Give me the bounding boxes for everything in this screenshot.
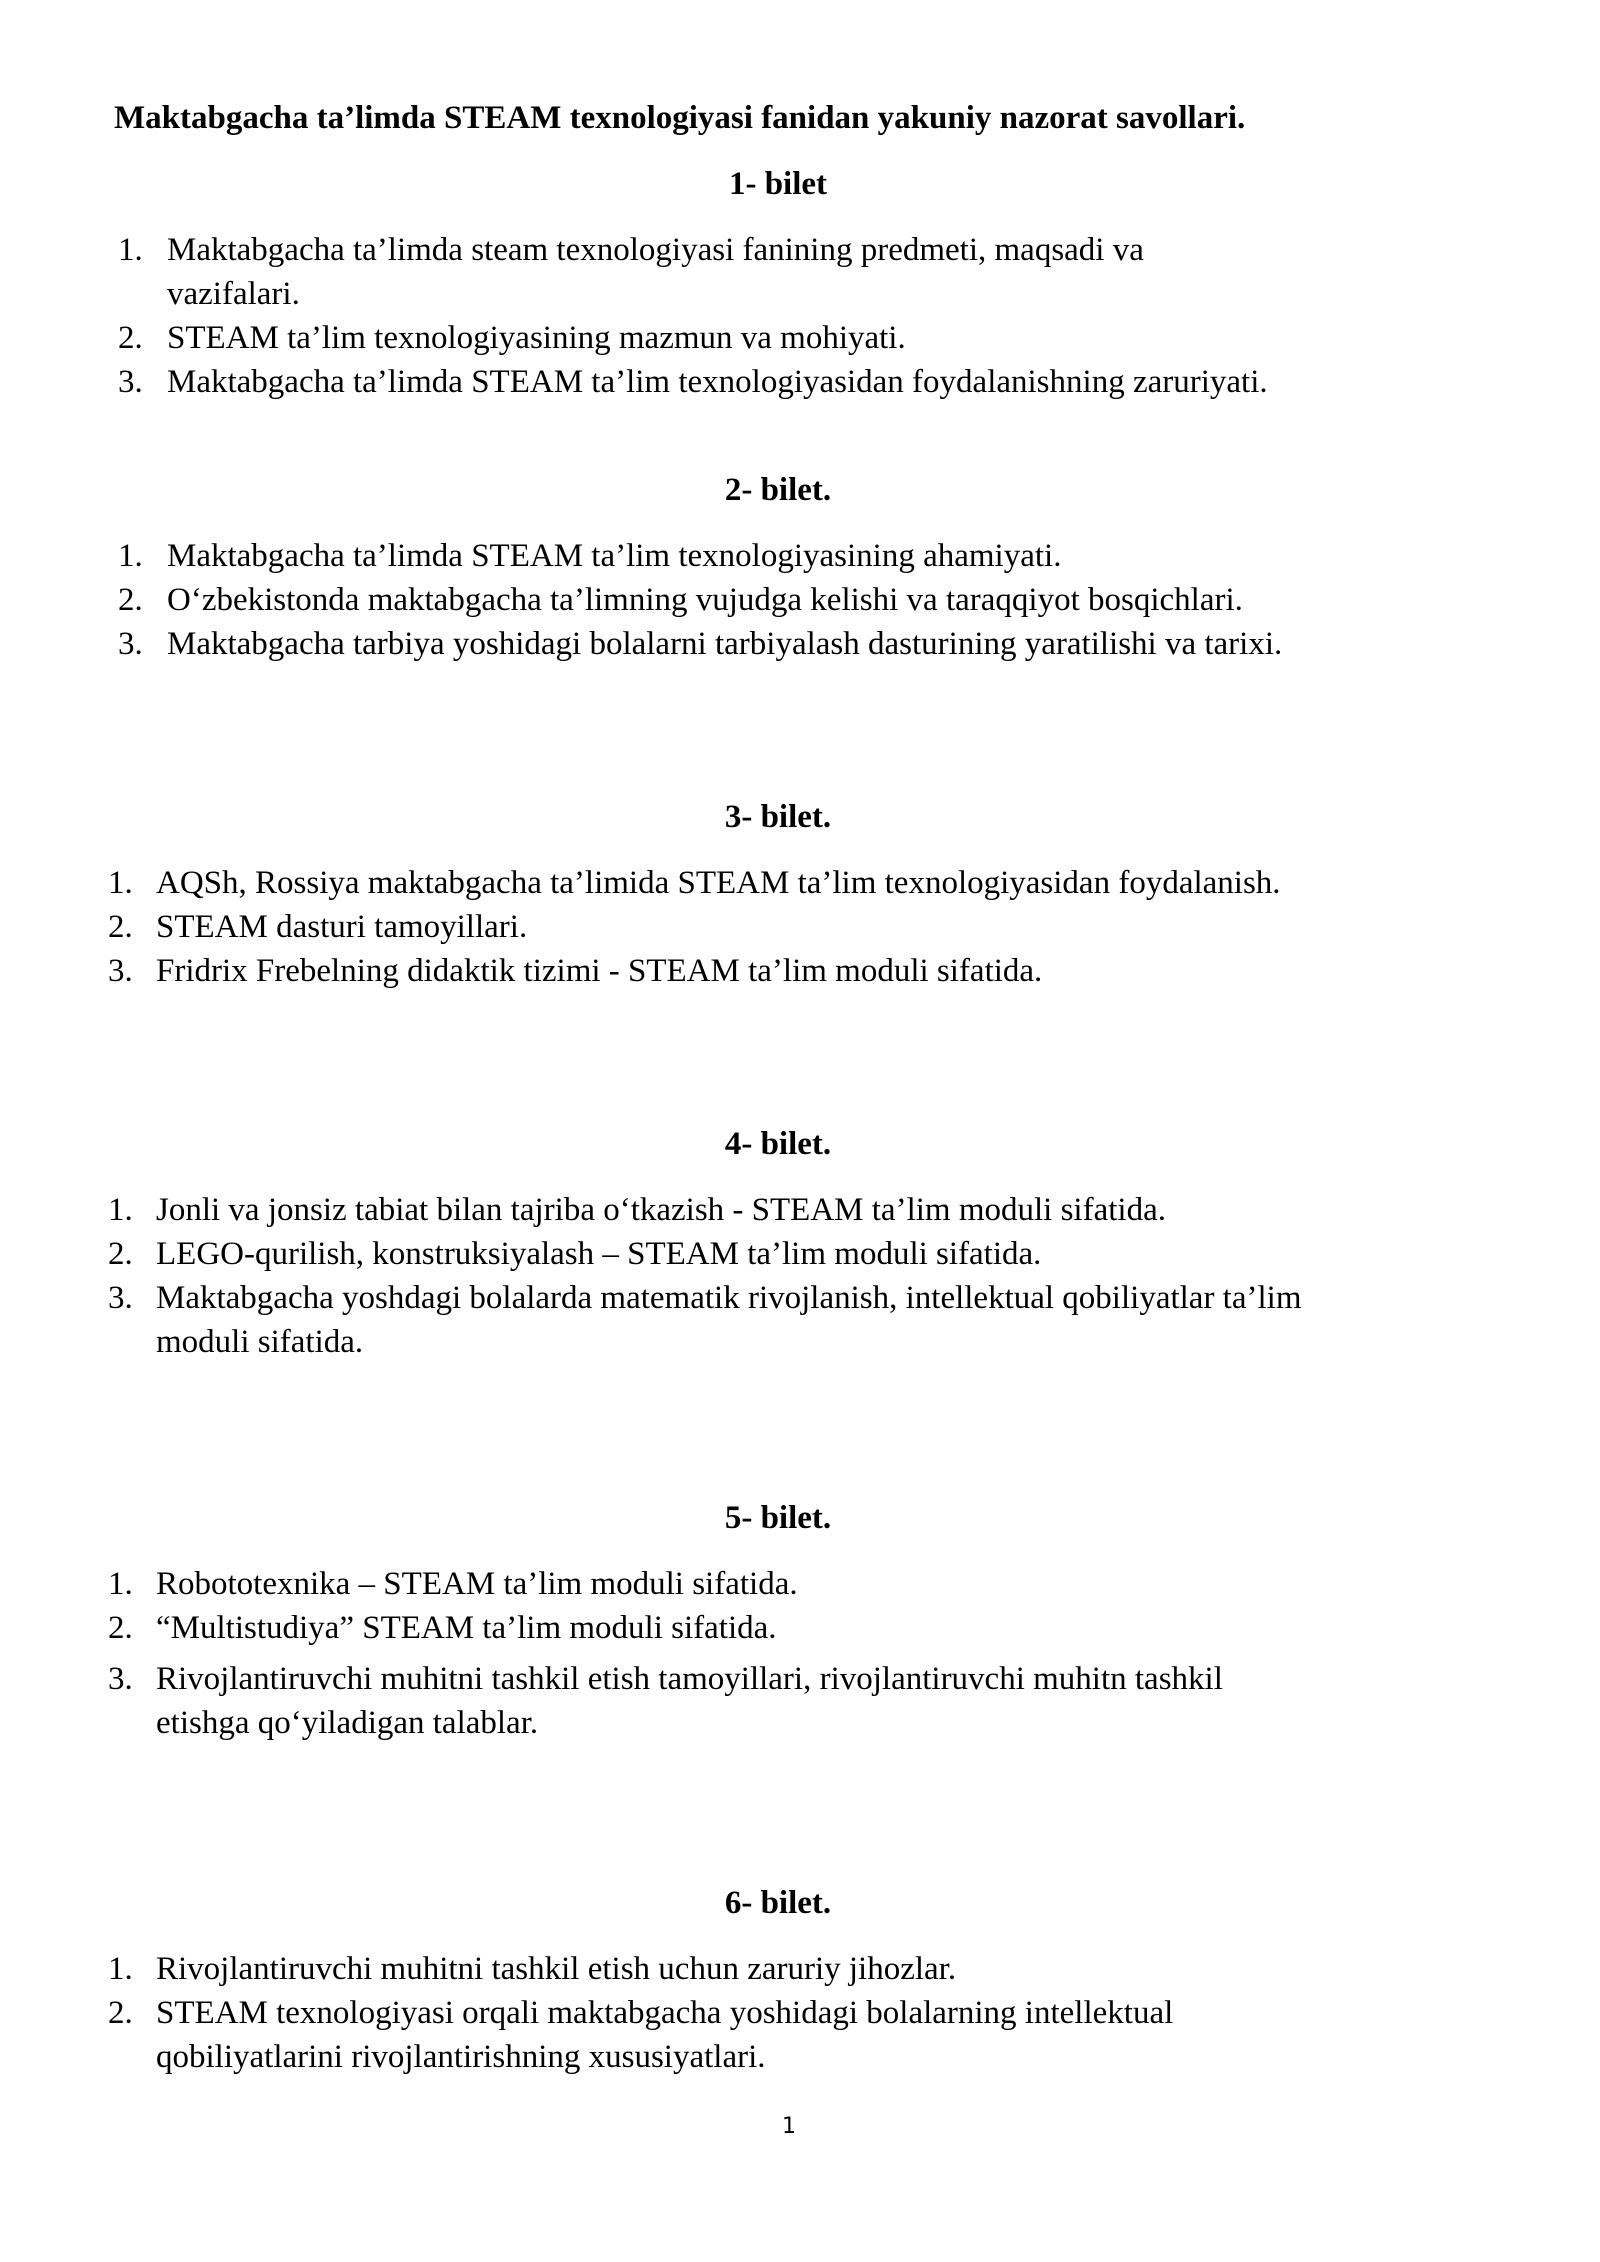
question-number: 2. bbox=[108, 1236, 133, 1272]
question-text-line: STEAM texnologiyasi orqali maktabgacha yoshidagi bolalarning intellektual bbox=[156, 1995, 1174, 2031]
question-text-line: O‘zbekistonda maktabgacha ta’limning vujudga kelishi va taraqqiyot bosqichlari. bbox=[167, 582, 1243, 618]
ticket-2 bbox=[0, 468, 1600, 666]
question-list bbox=[108, 1188, 1498, 1364]
question-text-line: Maktabgacha ta’limda STEAM ta’lim texnologiyasining ahamiyati. bbox=[167, 538, 1062, 574]
ticket-heading: 6- bilet. bbox=[724, 1885, 832, 1921]
question-list bbox=[108, 1947, 1498, 2079]
ticket-heading: 2- bilet. bbox=[724, 472, 832, 508]
question-text-line: Fridrix Frebelning didaktik tizimi - STEAM ta’lim moduli sifatida. bbox=[156, 953, 1043, 989]
ticket-1 bbox=[0, 162, 1600, 404]
question-number: 1. bbox=[108, 1566, 133, 1602]
question-list bbox=[108, 861, 1498, 993]
question-text-line: “Multistudiya” STEAM ta’lim moduli sifatida. bbox=[156, 1610, 777, 1646]
question-text-line: Jonli va jonsiz tabiat bilan tajriba o‘tkazish - STEAM ta’lim moduli sifatida. bbox=[156, 1192, 1166, 1228]
question-item bbox=[108, 949, 1498, 993]
ticket-heading: 4- bilet. bbox=[724, 1126, 832, 1162]
question-text-line: STEAM dasturi tamoyillari. bbox=[156, 909, 528, 945]
question-text-line: moduli sifatida. bbox=[156, 1324, 364, 1360]
question-text-line: vazifalari. bbox=[167, 276, 300, 312]
question-item bbox=[108, 1947, 1498, 1991]
question-item bbox=[118, 360, 1508, 404]
question-text-line: Maktabgacha ta’limda steam texnologiyasi fanining predmeti, maqsadi va bbox=[167, 232, 1144, 268]
question-text-line: LEGO-qurilish, konstruksiyalash – STEAM ta’lim moduli sifatida. bbox=[156, 1236, 1042, 1272]
question-item bbox=[108, 1562, 1498, 1606]
question-list bbox=[118, 228, 1508, 404]
question-list bbox=[108, 1562, 1498, 1745]
question-text-line: Maktabgacha tarbiya yoshidagi bolalarni tarbiyalash dasturining yaratilishi va tarixi. bbox=[167, 626, 1283, 662]
question-text-line: Maktabgacha ta’limda STEAM ta’lim texnologiyasidan foydalanishning zaruriyati. bbox=[167, 364, 1268, 400]
question-number: 1. bbox=[118, 538, 143, 574]
question-item bbox=[108, 1232, 1498, 1276]
question-number: 2. bbox=[108, 909, 133, 945]
question-number: 1. bbox=[108, 865, 133, 901]
question-number: 3. bbox=[108, 1661, 133, 1697]
question-item bbox=[118, 316, 1508, 360]
question-number: 1. bbox=[108, 1192, 133, 1228]
ticket-heading: 1- bilet bbox=[728, 166, 828, 202]
question-item bbox=[108, 1606, 1498, 1650]
page-number: 1 bbox=[782, 2114, 796, 2139]
question-text-line: Maktabgacha yoshdagi bolalarda matematik rivojlanish, intellektual qobiliyatlar ta’lim bbox=[156, 1280, 1302, 1316]
ticket-3 bbox=[0, 795, 1600, 993]
ticket-5 bbox=[0, 1496, 1600, 1745]
question-item bbox=[108, 1657, 1498, 1745]
question-number: 3. bbox=[108, 953, 133, 989]
question-text-line: Robototexnika – STEAM ta’lim moduli sifatida. bbox=[156, 1566, 798, 1602]
question-item bbox=[108, 905, 1498, 949]
question-text-line: Rivojlantiruvchi muhitni tashkil etish uchun zaruriy jihozlar. bbox=[156, 1951, 957, 1987]
question-text-line: STEAM ta’lim texnologiyasining mazmun va mohiyati. bbox=[167, 320, 906, 356]
question-item bbox=[108, 1991, 1498, 2079]
question-list bbox=[118, 534, 1508, 666]
ticket-4 bbox=[0, 1122, 1600, 1364]
question-text-line: qobiliyatlarini rivojlantirishning xususiyatlari. bbox=[156, 2039, 766, 2075]
question-item bbox=[118, 578, 1508, 622]
question-number: 2. bbox=[108, 1995, 133, 2031]
question-item bbox=[118, 534, 1508, 578]
question-item bbox=[108, 1276, 1498, 1364]
question-text-line: etishga qo‘yiladigan talablar. bbox=[156, 1705, 539, 1741]
question-number: 3. bbox=[118, 364, 143, 400]
question-item bbox=[118, 622, 1508, 666]
question-number: 1. bbox=[118, 232, 143, 268]
question-item bbox=[118, 228, 1508, 316]
question-item bbox=[108, 1188, 1498, 1232]
question-number: 2. bbox=[108, 1610, 133, 1646]
question-number: 3. bbox=[108, 1280, 133, 1316]
ticket-heading: 5- bilet. bbox=[724, 1500, 832, 1536]
page-title: Maktabgacha ta’limda STEAM texnologiyasi fanidan yakuniy nazorat savollari. bbox=[114, 100, 1246, 136]
question-text-line: AQSh, Rossiya maktabgacha ta’limida STEAM ta’lim texnologiyasidan foydalanish. bbox=[156, 865, 1281, 901]
question-number: 2. bbox=[118, 320, 143, 356]
question-number: 2. bbox=[118, 582, 143, 618]
ticket-heading: 3- bilet. bbox=[724, 799, 832, 835]
ticket-6 bbox=[0, 1881, 1600, 2079]
question-number: 3. bbox=[118, 626, 143, 662]
question-item bbox=[108, 861, 1498, 905]
question-text-line: Rivojlantiruvchi muhitni tashkil etish tamoyillari, rivojlantiruvchi muhitn tashkil bbox=[156, 1661, 1223, 1697]
question-number: 1. bbox=[108, 1951, 133, 1987]
